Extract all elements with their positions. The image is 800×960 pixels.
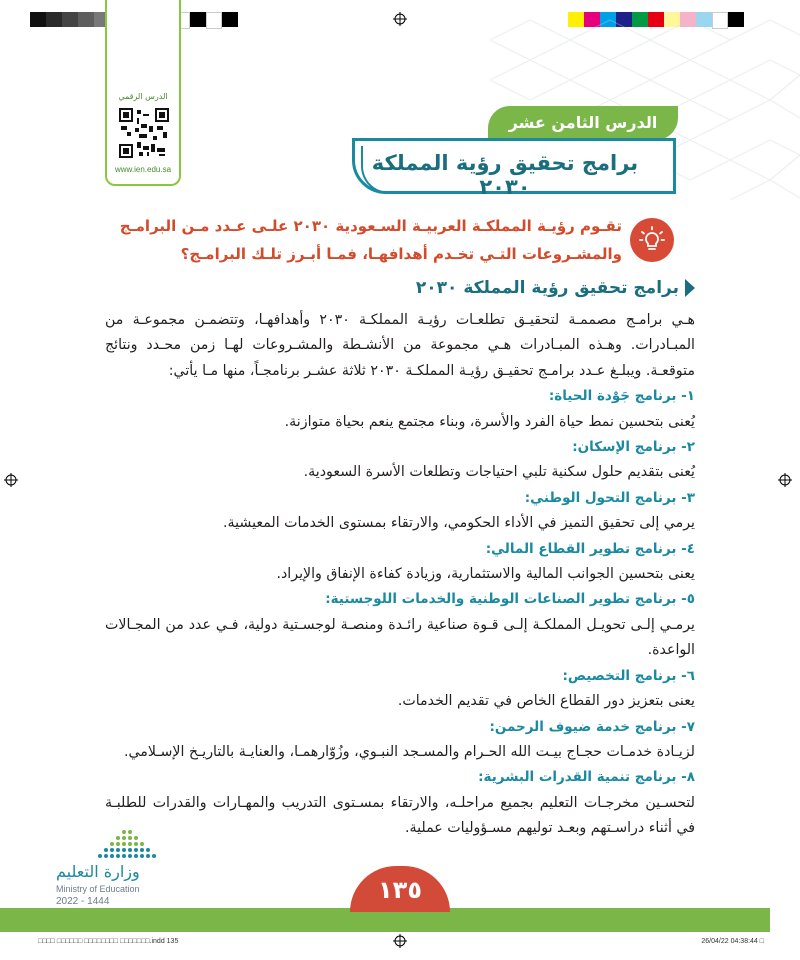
lesson-number-tag: الدرس الثامن عشر [488,106,678,140]
program-description: لزيـادة خدمـات حجـاج بيـت الله الحـرام والمسـجد النبـوي، وزُوّارهمـا، والعنايـة بالتاريـخ الإسـلامي. [123,743,695,760]
program-item [105,664,695,715]
registration-mark-icon [393,12,407,26]
registration-mark-icon [778,473,792,487]
program-title: ٥- برنامج تطوير الصناعات الوطنية والخدمات اللوجستية: [325,591,695,608]
intro-question: تقـوم رؤيـة المملكـة العربيـة السـعودية ٢٠٣٠ علـى عـدد مـن البرامـج والمشـروعات التـي تخـدم أهدافهـا، فمـا أبـرز تلـك البرامـج؟ [119,217,622,263]
body-text [105,308,695,842]
lightbulb-icon [630,218,674,262]
program-title: ٦- برنامج التخصيص: [562,667,695,684]
program-description: يعنى بتحسين الجوانب المالية والاستثمارية، وزيادة كفاءة الإنفاق والإيراد. [276,566,695,583]
digital-lesson-tab[interactable] [105,0,181,186]
chevron-right-icon [685,279,695,297]
program-title: ٤- برنامج تطوير القطاع المالي: [485,540,695,557]
qr-code-icon[interactable] [119,108,169,158]
program-description: لتحسـين مخرجـات التعليم بجميع مراحلـه، والارتقاء بمسـتوى التدريب والمهـارات والقدرات للطلبـة في أثناء دراسـتهم وبعـد توليهم مسـؤوليات عملية. [105,794,695,837]
section-heading-text: برامج تحقيق رؤية المملكة ٢٠٣٠ [415,278,679,298]
ministry-logo-icon [92,826,162,862]
page-number: ١٣٥ [350,866,450,912]
program-item [105,765,695,841]
program-item [105,715,695,766]
program-description: يرمي إلى تحقيق التميز في الأداء الحكومي، والارتقاء بمستوى الخدمات المعيشية. [223,515,695,532]
footer-file-name: □□□□ □□□□□□ □□□□□□□□ □□□□□□□.indd 135 [38,938,179,945]
registration-mark-icon [393,934,407,948]
digital-lesson-label: الدرس الرقمي [118,92,168,101]
program-description: يُعنى بتحسين نمط حياة الفرد والأسرة، وبناء مجتمع ينعم بحياة متوازنة. [284,413,695,430]
digital-lesson-url[interactable]: www.ien.edu.sa [114,165,172,174]
program-description: يرمـي إلـى تحويـل المملكـة إلـى قـوة صناعية رائـدة ومنصـة لوجسـتية دولية، فـي عدد من المجـالات الواعدة. [105,616,695,659]
ministry-year: 2022 - 1444 [56,896,110,907]
program-description: يُعنى بتقديم حلول سكنية تلبي احتياجات وتطلعات الأسرة السعودية. [303,464,695,481]
footer-timestamp: 26/04/22 04:38:44 □ [701,938,764,945]
program-title: ٣- برنامج التحول الوطني: [524,489,695,506]
program-item [105,435,695,486]
program-item [105,587,695,663]
section-paragraph: هـي برامـج مصممـة لتحقيـق تطلعـات رؤيـة المملكـة ٢٠٣٠ وأهدافهـا، وتتضمـن مجموعـة من المبـادرات. وهـذه المبـادرات هـي مجموعة من الأنشـطة والمشـروعات لهـا زمن محـدد ونتائج متوقعـة. ويبلـغ عـدد برامـج تحقيـق رؤيـة المملكـة ٢٠٣٠ ثلاثة عشـر برنامجـاً، منها مـا يأتي: [105,312,695,379]
program-item [105,486,695,537]
program-item [105,537,695,588]
ministry-name-ar: وزارة التعليم [56,862,140,881]
program-title: ٢- برنامج الإسكان: [572,439,695,456]
program-item [105,384,695,435]
lesson-title-box [352,138,676,199]
program-title: ٨- برنامج تنمية القدرات البشرية: [478,769,695,786]
program-title: ١- برنامج جَوْدة الحياة: [548,388,695,405]
program-title: ٧- برنامج خدمة ضيوف الرحمن: [489,718,695,735]
program-description: يعنى بتعزيز دور القطاع الخاص في تقديم الخدمات. [397,693,695,710]
section-heading [416,278,695,298]
registration-mark-icon [4,473,18,487]
ministry-name-en: Ministry of Education [56,884,140,894]
lesson-title: برامج تحقيق رؤية المملكة ٢٠٣٠ [371,151,639,199]
